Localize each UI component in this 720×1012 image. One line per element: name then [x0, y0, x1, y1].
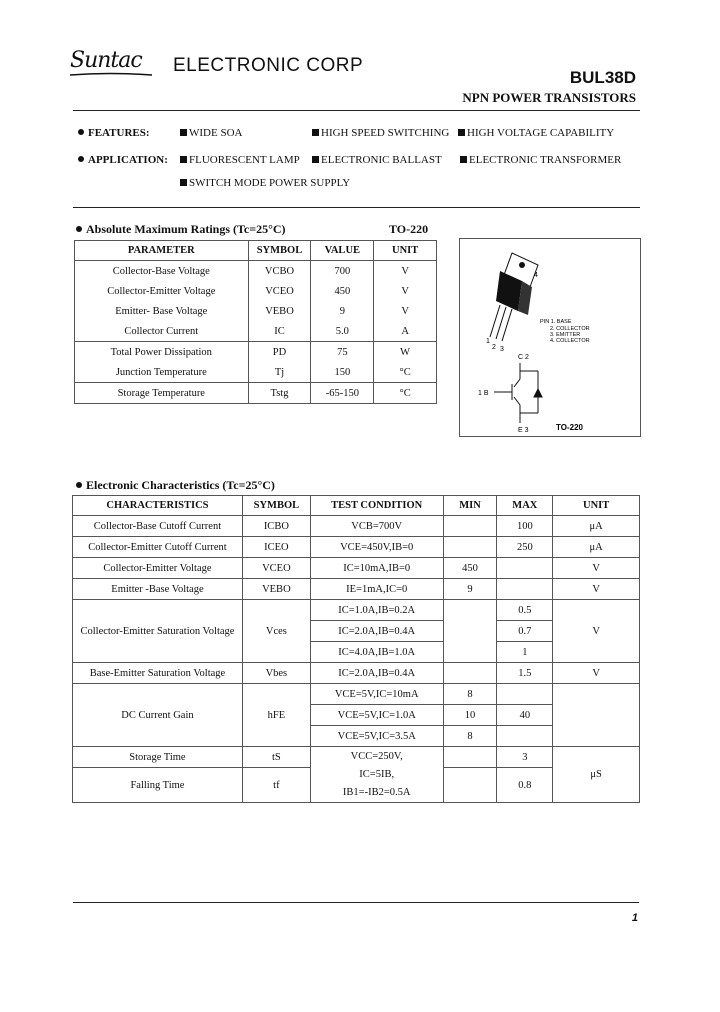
min-cell: 450 [443, 558, 497, 579]
to220-illustration [460, 239, 640, 436]
parameter-cell: Collector-Base Voltage [75, 261, 249, 282]
elec-table [72, 495, 640, 803]
square-bullet-icon [180, 129, 187, 136]
package-label: TO-220 [556, 423, 583, 432]
bullet-icon [76, 226, 82, 232]
table-row [73, 516, 640, 537]
column-header: MAX [497, 496, 553, 516]
value-cell: -65-150 [311, 383, 374, 404]
unit-cell: V [374, 301, 437, 321]
characteristic-cell: Base-Emitter Saturation Voltage [73, 663, 243, 684]
unit-cell: °C [374, 362, 437, 383]
value-cell: 75 [311, 342, 374, 363]
table-row [73, 579, 640, 600]
max-cell [497, 558, 553, 579]
feature-item: HIGH VOLTAGE CAPABILITY [458, 127, 614, 139]
symbol-cell: Vces [242, 600, 310, 663]
condition-cell: VCE=5V,IC=1.0A [310, 705, 443, 726]
symbol-cell: PD [248, 342, 311, 363]
header-divider [73, 110, 640, 111]
condition-cell: VCE=450V,IB=0 [310, 537, 443, 558]
table-row [73, 558, 640, 579]
max-cell: 0.8 [497, 768, 553, 803]
symbol-cell: Tj [248, 362, 311, 383]
emitter-label: E 3 [518, 427, 529, 434]
symbol-cell: tS [242, 747, 310, 768]
condition-cell: IC=10mA,IB=0 [310, 558, 443, 579]
parameter-cell: Emitter- Base Voltage [75, 301, 249, 321]
application-item: ELECTRONIC TRANSFORMER [460, 154, 621, 166]
min-cell: 10 [443, 705, 497, 726]
table-row [75, 301, 437, 321]
package-name: TO-220 [389, 222, 429, 236]
column-header: TEST CONDITION [310, 496, 443, 516]
condition-cell [310, 747, 443, 803]
symbol-cell: VEBO [248, 301, 311, 321]
logo-underline [70, 72, 152, 78]
max-cell: 0.7 [497, 621, 553, 642]
to220-package-icon [490, 253, 538, 341]
feature-item: HIGH SPEED SWITCHING [312, 127, 449, 139]
condition-cell: IC=2.0A,IB=0.4A [310, 663, 443, 684]
section-divider [73, 207, 640, 208]
column-header: MIN [443, 496, 497, 516]
max-cell: 100 [497, 516, 553, 537]
collector-label: C 2 [518, 354, 529, 361]
condition-cell: IC=1.0A,IB=0.2A [310, 600, 443, 621]
footer-divider [73, 902, 639, 903]
max-cell: 0.5 [497, 600, 553, 621]
max-cell [497, 726, 553, 747]
condition-cell: VCB=700V [310, 516, 443, 537]
characteristic-cell: Emitter -Base Voltage [73, 579, 243, 600]
package-diagram [459, 238, 641, 437]
condition-cell: VCE=5V,IC=3.5A [310, 726, 443, 747]
unit-cell: μA [553, 537, 640, 558]
condition-cell: IE=1mA,IC=0 [310, 579, 443, 600]
unit-cell: W [374, 342, 437, 363]
symbol-cell: hFE [242, 684, 310, 747]
pin-desc: 3. EMITTER [550, 332, 581, 338]
pin-label: 3 [500, 346, 504, 353]
feature-item: WIDE SOA [180, 127, 242, 139]
table-row [73, 600, 640, 621]
unit-cell [553, 684, 640, 747]
column-header: UNIT [374, 241, 437, 261]
parameter-cell: Storage Temperature [75, 383, 249, 404]
symbol-cell: ICEO [242, 537, 310, 558]
symbol-cell: tf [242, 768, 310, 803]
bullet-icon [78, 156, 84, 162]
abs-max-table [74, 240, 437, 404]
company-logo [70, 48, 142, 73]
min-cell [443, 537, 497, 558]
symbol-cell: ICBO [242, 516, 310, 537]
min-cell [443, 663, 497, 684]
min-cell [443, 516, 497, 537]
square-bullet-icon [180, 179, 187, 186]
elec-title: Electronic Characteristics (Tc=25°C) [76, 478, 275, 493]
max-cell: 1.5 [497, 663, 553, 684]
column-header: CHARACTERISTICS [73, 496, 243, 516]
min-cell: 8 [443, 684, 497, 705]
max-cell: 1 [497, 642, 553, 663]
part-subtitle: NPN POWER TRANSISTORS [462, 90, 636, 105]
pin-desc: 2. COLLECTOR [550, 326, 590, 332]
characteristic-cell: DC Current Gain [73, 684, 243, 747]
table-row [73, 537, 640, 558]
table-header-row [75, 241, 437, 261]
table-row [75, 383, 437, 404]
table-row [73, 684, 640, 705]
square-bullet-icon [460, 156, 467, 163]
table-row [75, 362, 437, 383]
value-cell: 5.0 [311, 321, 374, 342]
company-name: ELECTRONIC CORP [173, 55, 364, 76]
square-bullet-icon [312, 156, 319, 163]
symbol-cell: VCEO [248, 281, 311, 301]
pin-label: 1 [486, 338, 490, 345]
table-row [75, 261, 437, 282]
max-cell [497, 684, 553, 705]
parameter-cell: Collector Current [75, 321, 249, 342]
symbol-cell: VEBO [242, 579, 310, 600]
unit-cell: μS [553, 747, 640, 803]
table-row [75, 342, 437, 363]
characteristic-cell: Collector-Emitter Saturation Voltage [73, 600, 243, 663]
characteristic-cell: Storage Time [73, 747, 243, 768]
unit-cell: V [553, 663, 640, 684]
parameter-cell: Total Power Dissipation [75, 342, 249, 363]
parameter-cell: Junction Temperature [75, 362, 249, 383]
pin-desc: PIN 1. BASE [540, 319, 572, 325]
parameter-cell: Collector-Emitter Voltage [75, 281, 249, 301]
condition-cell: IC=4.0A,IB=1.0A [310, 642, 443, 663]
unit-cell: V [553, 558, 640, 579]
square-bullet-icon [180, 156, 187, 163]
unit-cell: V [374, 261, 437, 282]
pin-label: 2 [492, 344, 496, 351]
bullet-icon [76, 482, 82, 488]
characteristic-cell: Collector-Base Cutoff Current [73, 516, 243, 537]
page-number: 1 [631, 912, 638, 924]
condition-line: VCC=250V, [350, 750, 403, 762]
characteristic-cell: Collector-Emitter Voltage [73, 558, 243, 579]
column-header: UNIT [553, 496, 640, 516]
table-row [75, 281, 437, 301]
unit-cell: V [553, 600, 640, 663]
transistor-symbol-icon [494, 363, 542, 423]
unit-cell: A [374, 321, 437, 342]
value-cell: 450 [311, 281, 374, 301]
logo-script-text: Suntac [70, 48, 142, 73]
max-cell: 250 [497, 537, 553, 558]
condition-cell: IC=2.0A,IB=0.4A [310, 621, 443, 642]
min-cell [443, 768, 497, 803]
max-cell: 3 [497, 747, 553, 768]
symbol-cell: VCBO [248, 261, 311, 282]
features-label: FEATURES: [78, 127, 150, 139]
symbol-cell: IC [248, 321, 311, 342]
characteristic-cell: Falling Time [73, 768, 243, 803]
min-cell: 8 [443, 726, 497, 747]
table-header-row [73, 496, 640, 516]
column-header: PARAMETER [75, 241, 249, 261]
column-header: VALUE [311, 241, 374, 261]
unit-cell: V [553, 579, 640, 600]
value-cell: 150 [311, 362, 374, 383]
condition-line: IB1=-IB2=0.5A [342, 786, 411, 798]
column-header: SYMBOL [248, 241, 311, 261]
pin-desc: 4. COLLECTOR [550, 338, 590, 344]
bullet-icon [78, 129, 84, 135]
square-bullet-icon [312, 129, 319, 136]
characteristic-cell: Collector-Emitter Cutoff Current [73, 537, 243, 558]
min-cell [443, 747, 497, 768]
abs-max-title: Absolute Maximum Ratings (Tc=25°C) [76, 222, 286, 237]
symbol-cell: VCEO [242, 558, 310, 579]
column-header: SYMBOL [242, 496, 310, 516]
unit-cell: V [374, 281, 437, 301]
symbol-cell: Tstg [248, 383, 311, 404]
min-cell: 9 [443, 579, 497, 600]
condition-cell: VCE=5V,IC=10mA [310, 684, 443, 705]
pin-label: 4 [534, 272, 538, 279]
symbol-cell: Vbes [242, 663, 310, 684]
application-label: APPLICATION: [78, 154, 168, 166]
min-cell [443, 600, 497, 663]
part-number: BUL38D [569, 68, 636, 87]
table-row [73, 663, 640, 684]
application-item: FLUORESCENT LAMP [180, 154, 300, 166]
max-cell [497, 579, 553, 600]
value-cell: 9 [311, 301, 374, 321]
unit-cell: °C [374, 383, 437, 404]
application-item: ELECTRONIC BALLAST [312, 154, 442, 166]
unit-cell: μA [553, 516, 640, 537]
value-cell: 700 [311, 261, 374, 282]
application-item: SWITCH MODE POWER SUPPLY [180, 177, 350, 189]
table-row [73, 747, 640, 768]
table-row [75, 321, 437, 342]
max-cell: 40 [497, 705, 553, 726]
condition-line: IC=5IB, [359, 768, 395, 780]
base-label: 1 B [478, 390, 489, 397]
square-bullet-icon [458, 129, 465, 136]
